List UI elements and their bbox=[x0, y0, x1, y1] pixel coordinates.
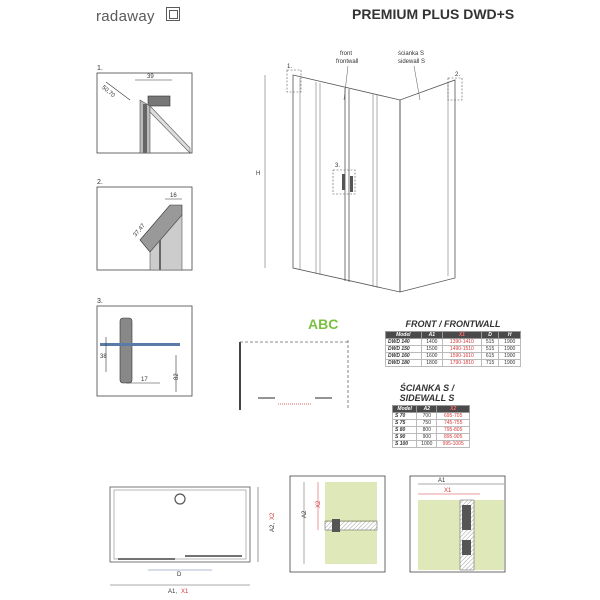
side-table-cell: 800 bbox=[417, 427, 437, 434]
side-table-cell: S 90 bbox=[393, 434, 417, 441]
side-table-row bbox=[393, 427, 470, 434]
side-section-a2-label: A2 bbox=[302, 510, 308, 518]
detail-2-label: 2. bbox=[97, 179, 103, 186]
detail-1-label: 1. bbox=[97, 65, 103, 72]
side-table-cell: S 100 bbox=[393, 441, 417, 448]
front-table-cell: 1900 bbox=[499, 346, 521, 353]
front-table-cell: 1600 bbox=[421, 353, 443, 360]
side-table-row bbox=[393, 413, 470, 420]
side-table-header-2: X2 bbox=[437, 406, 470, 413]
side-table-row bbox=[393, 434, 470, 441]
detail-3 bbox=[97, 298, 192, 396]
front-table bbox=[385, 331, 521, 367]
front-label-2: frontwall bbox=[336, 59, 359, 65]
front-table-row bbox=[386, 346, 521, 353]
side-table bbox=[392, 405, 470, 448]
front-table-cell: 515 bbox=[481, 346, 499, 353]
plan-view bbox=[110, 487, 276, 595]
front-table-cell: 1900 bbox=[499, 353, 521, 360]
detail-2 bbox=[97, 179, 192, 270]
front-table-header-1: A1 bbox=[421, 332, 443, 339]
plan-x1-label: X1 bbox=[181, 589, 189, 595]
side-table-cell: S 70 bbox=[393, 413, 417, 420]
front-table-cell: 1400 bbox=[421, 339, 443, 346]
side-table-row bbox=[393, 441, 470, 448]
plan-a2-label: A2, bbox=[270, 522, 276, 532]
detail-3-dim-a: 38 bbox=[100, 354, 107, 360]
front-table-cell: DWD 180 bbox=[386, 360, 422, 367]
front-table-cell: 1790-1810 bbox=[443, 360, 482, 367]
height-label: H bbox=[256, 171, 261, 177]
side-table-cell: 995-1005 bbox=[437, 441, 470, 448]
watermark-text: ABC bbox=[308, 316, 339, 332]
side-section bbox=[290, 476, 385, 572]
detail-2-dim-b: 37,47 bbox=[132, 222, 147, 239]
side-label-1: ścianka S bbox=[398, 51, 425, 57]
front-table-header-3: D bbox=[481, 332, 499, 339]
side-table-cell: 745-755 bbox=[437, 420, 470, 427]
side-table-cell: 895-905 bbox=[437, 434, 470, 441]
callout-2: 2. bbox=[455, 72, 461, 78]
front-table-cell: 1800 bbox=[421, 360, 443, 367]
side-table-cell: 750 bbox=[417, 420, 437, 427]
callout-3: 3. bbox=[335, 163, 341, 169]
brand-logo-text: radaway bbox=[96, 8, 155, 25]
side-table-header-0: Model bbox=[393, 406, 417, 413]
side-table-title-2: SIDEWALL S bbox=[399, 393, 455, 403]
front-table-cell: 1900 bbox=[499, 339, 521, 346]
side-table-title-1: ŚCIANKA S / bbox=[399, 383, 455, 393]
side-table-cell: 695-705 bbox=[437, 413, 470, 420]
side-section-x2-label: X2 bbox=[316, 500, 322, 508]
side-table-row bbox=[393, 420, 470, 427]
side-table-cell: 900 bbox=[417, 434, 437, 441]
side-table-header-1: A2 bbox=[417, 406, 437, 413]
side-table-cell: 795-805 bbox=[437, 427, 470, 434]
front-table-cell: DWD 160 bbox=[386, 353, 422, 360]
product-title: PREMIUM PLUS DWD+S bbox=[352, 6, 515, 22]
front-table-row bbox=[386, 353, 521, 360]
front-table-cell: 1900 bbox=[499, 360, 521, 367]
front-table-cell: 1490-1510 bbox=[443, 346, 482, 353]
front-table-header-4: H bbox=[499, 332, 521, 339]
detail-1 bbox=[97, 65, 192, 153]
detail-3-label: 3. bbox=[97, 298, 103, 305]
top-section-a1-label: A1 bbox=[438, 478, 446, 484]
front-view bbox=[256, 51, 462, 292]
front-table-cell: 1390-1410 bbox=[443, 339, 482, 346]
front-table-cell: DWD 140 bbox=[386, 339, 422, 346]
top-section bbox=[410, 476, 505, 572]
front-table-cell: 1500 bbox=[421, 346, 443, 353]
detail-2-dim-a: 16 bbox=[170, 193, 177, 199]
plan-d-label: D bbox=[177, 572, 182, 578]
detail-3-dim-b: 17 bbox=[141, 377, 148, 383]
side-table-cell: S 75 bbox=[393, 420, 417, 427]
side-table-cell: 700 bbox=[417, 413, 437, 420]
front-table-cell: 615 bbox=[481, 353, 499, 360]
top-section-x1-label: X1 bbox=[444, 488, 452, 494]
front-table-cell: 715 bbox=[481, 360, 499, 367]
plan-x2-label: X2 bbox=[270, 512, 276, 520]
side-table-cell: S 80 bbox=[393, 427, 417, 434]
side-label-2: sidewall S bbox=[398, 59, 426, 65]
front-table-row bbox=[386, 339, 521, 346]
front-table-row bbox=[386, 360, 521, 367]
front-table-header-2: X1 bbox=[443, 332, 482, 339]
detail-3-dim-c: 82 bbox=[174, 373, 180, 380]
front-table-header-0: Model bbox=[386, 332, 422, 339]
side-table-cell: 1000 bbox=[417, 441, 437, 448]
plan-a1-label: A1, bbox=[168, 589, 178, 595]
front-table-cell: DWD 150 bbox=[386, 346, 422, 353]
front-table-cell: 515 bbox=[481, 339, 499, 346]
callout-1: 1. bbox=[287, 64, 293, 70]
section-view bbox=[240, 340, 348, 410]
front-table-cell: 1590-1610 bbox=[443, 353, 482, 360]
front-table-title: FRONT / FRONTWALL bbox=[405, 319, 501, 329]
detail-1-dim-a: 39 bbox=[147, 74, 154, 80]
detail-1-dim-b: 50,70 bbox=[100, 84, 116, 100]
front-label-1: front bbox=[340, 51, 353, 57]
